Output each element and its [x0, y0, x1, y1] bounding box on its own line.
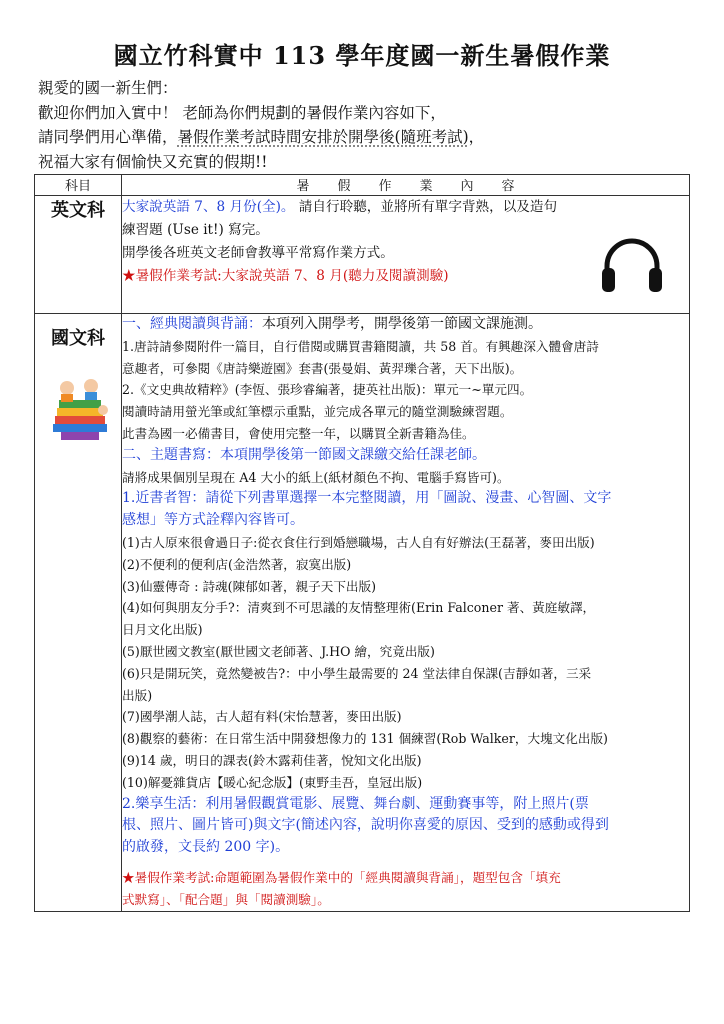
book-item: (4)如何與朋友分手?：清爽到不可思議的友情整理術(Erin Falconer 著、黃庭敏譯， [122, 600, 596, 616]
chinese-content: 一、經典閱讀與背誦：本項列入開學考，開學後第一節國文課施測。 1.唐詩請參閱附件一篇目，自行借閱或購買書籍閱讀，共 58 首。有興趣深入體會唐詩 意趣者，可參閱《唐詩樂遊園》套書(張曼娟、黃羿瓅合著，天下出版)。 2.《文史典故精粹》(李恆、張珍睿編著，捷英社出版)：單元一~單元四。 閱讀時請用螢光筆或紅筆標示重點，並完成各單元的隨堂測驗練習題。 此書為國一必備書目，會使用完整一年，以購買全新書籍為佳。 二、主題書寫：本項開學後第一節國文課繳交給任課老師。 請將成果個別呈現在 A4 大小的紙上(紙材顏色不拘、電腦手寫皆可)。 1.近書者智：請從下列書單選擇一本完整閱讀，用「圖說、漫畫、心智圖、文字 感想」等方式詮釋內容皆可。 (1)古人原來很會過日子:從衣食住行到婚戀職場，古人自有好辦法(王磊著，麥田出版) (2)不便利的便利店(金浩然著，寂寞出版) (3)仙靈傳奇 : 詩魂(陳郁如著，親子天下出版) (4)如何與朋友分手?：清爽到不可思議的友情整理術(Erin Falconer 著、黃庭敏譯， 日月文化出版) (5)厭世國文教室(厭世國文老師著、J.HO 繪，究竟出版) (6)只是開玩笑，竟然變被告?：中小學生最需要的 24 堂法律自保課(吉靜如著，三采 出版) (7)國學潮人誌，古人超有料(宋怡慧著，麥田出版) (8)觀察的藝術：在日常生活中開發想像力的 131 個練習(Rob Walker，大塊文化出版) (9)14 歲，明日的課表(鈴木露莉佳著，悅知文化出版) (10)解憂雜貨店【暖心紀念版】(東野圭吾，皇冠出版) 2.樂享生活：利用暑假觀賞電影、展覽、舞台劇、運動賽事等，附上照片(票 根、照片、圖片皆可)與文字(簡述內容，說明你喜愛的原因、受到的感動或得到 的啟發，文長約 200 字)。 ★暑假作業考試:命題範圍為暑假作業中的「經典閱讀與背誦」，題型包含「填充 式默寫」、「配合題」與「閱讀測驗」。 [122, 314, 690, 912]
exam-time-note: 暑假作業考試時間安排於開學後(隨班考試) [177, 128, 469, 146]
headphones-icon [597, 232, 667, 296]
english-book: 大家說英語 7、8 月份(全)。 [122, 199, 295, 215]
section-classic-reading: 一、經典閱讀與背誦： [122, 316, 262, 332]
book-item: (10)解憂雜貨店【暖心紀念版】(東野圭吾，皇冠出版) [122, 774, 423, 790]
reading-task: 1.近書者智：請從下列書單選擇一本完整閱讀，用「圖說、漫畫、心智圖、文字 [122, 490, 612, 507]
book-item: (7)國學潮人誌，古人超有料(宋怡慧著，麥田出版) [122, 709, 402, 725]
book-item: (6)只是開玩笑，竟然變被告?：中小學生最需要的 24 堂法律自保課(吉靜如著，三采 [122, 665, 592, 681]
header-content: 暑假作業內容 [122, 175, 690, 196]
book-item: 出版) [122, 687, 153, 703]
intro-paragraph [38, 76, 698, 174]
book-item: (2)不便利的便利店(金浩然著，寂寞出版) [122, 556, 352, 572]
section-theme-writing: 二、主題書寫：本項開學後第一節國文課繳交給任課老師。 [122, 446, 486, 463]
book-item: (5)厭世國文教室(厭世國文老師著、J.HO 繪，究竟出版) [122, 643, 435, 659]
book-item: (3)仙靈傳奇 : 詩魂(陳郁如著，親子天下出版) [122, 578, 377, 594]
chinese-exam-note: ★暑假作業考試:命題範圍為暑假作業中的「經典閱讀與背誦」，題型包含「填充 [122, 869, 561, 885]
intro-line: 請同學們用心準備，暑假作業考試時間安排於開學後(隨班考試)， [38, 128, 485, 146]
subject-english: 英文科 [35, 196, 122, 314]
book-item: 日月文化出版) [122, 622, 203, 638]
book-item: (9)14 歲，明日的課表(鈴木露莉佳著，悅知文化出版) [122, 752, 422, 768]
english-exam-note: ★暑假作業考試:大家說英語 7、8 月(聽力及閱讀測驗) [122, 268, 449, 284]
page-title: 國立竹科實中 113 學年度國一新生暑假作業 [113, 41, 611, 70]
subject-chinese: 國文科 [35, 314, 122, 912]
book-item: (1)古人原來很會過日子:從衣食住行到婚戀職場，古人自有好辦法(王磊著，麥田出版) [122, 534, 595, 550]
intro-line: 親愛的國一新生們： [38, 79, 178, 97]
english-content: 大家說英語 7、8 月份(全)。 請自行聆聽，並將所有單字背熟，以及造句 練習題 (Use it!) 寫完。 開學後各班英文老師會教導平常寫作業方式。 ★暑假作業考試:大家說英語 7、8 月(聽力及閱讀測驗) [122, 196, 690, 314]
book-item: (8)觀察的藝術：在日常生活中開發想像力的 131 個練習(Rob Walker，大塊文化出版) [122, 731, 608, 747]
intro-line: 歡迎你們加入實中！ 老師為你們規劃的暑假作業內容如下， [38, 103, 446, 122]
books-kids-icon [45, 366, 115, 446]
homework-table [34, 174, 690, 912]
life-task: 2.樂享生活：利用暑假觀賞電影、展覽、舞台劇、運動賽事等，附上照片(票 [122, 795, 589, 812]
intro-line: 祝福大家有個愉快又充實的假期!! [38, 152, 268, 171]
header-subject: 科目 [35, 175, 122, 196]
